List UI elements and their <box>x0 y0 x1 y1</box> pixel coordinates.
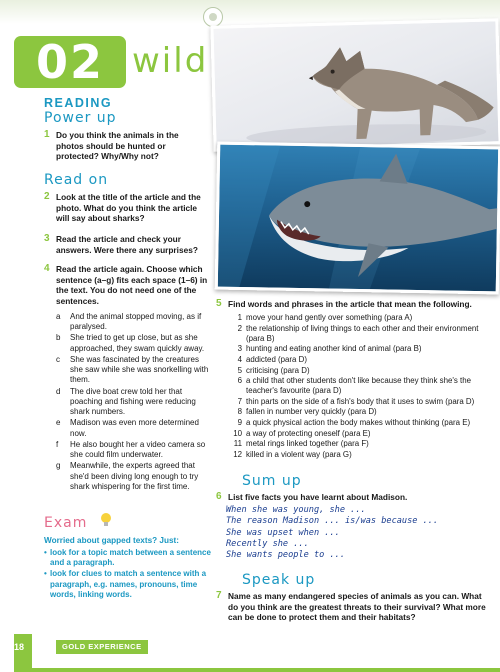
sentence-starter: She was upset when ... <box>226 527 340 538</box>
question-text: Read the article and check your answers. Were there any surprises? <box>56 234 198 255</box>
choice-item <box>56 333 214 353</box>
question-text: Look at the title of the article and the photo. What do you think the article will say about sharks? <box>56 192 201 224</box>
reading-heading: READING <box>44 96 113 110</box>
vocab-text: thin parts on the side of a fish's body that it uses to swim (para D) <box>246 396 475 406</box>
question-7 <box>216 590 490 623</box>
vocab-item <box>228 376 490 396</box>
choice-text: He also bought her a video camera so she could film underwater. <box>70 439 206 460</box>
choice-letter: a <box>56 312 61 321</box>
vocab-text: criticising (para D) <box>246 365 310 375</box>
choice-letter: d <box>56 386 61 396</box>
question-text: List five facts you have learnt about Madison. <box>228 492 408 502</box>
vocab-number: 2 <box>237 323 242 333</box>
vocab-item <box>228 366 490 376</box>
question-text: Find words and phrases in the article that mean the following. <box>228 299 472 309</box>
choice-text: Meanwhile, the experts agreed that she'd been diving long enough to try shark whispering for the first time. <box>70 461 199 491</box>
choice-item <box>56 461 214 492</box>
choice-item <box>56 355 214 386</box>
lightbulb-icon <box>100 512 112 528</box>
shark-illustration <box>218 145 500 295</box>
choice-text: She tried to get up close, but as she approached, they swam quickly away. <box>70 333 205 353</box>
page-ornament-icon <box>203 7 223 27</box>
speak-up-heading: Speak up <box>242 572 316 588</box>
read-on-heading: Read on <box>44 172 109 188</box>
question-number: 7 <box>216 590 222 601</box>
choice-text: The dive boat crew told her that poaching and fishing were reducing shark numbers. <box>70 386 196 417</box>
wolf-illustration <box>213 21 500 152</box>
power-up-heading: Power up <box>44 110 117 126</box>
vocab-text: a child that other students don't like because they think she's the teacher's favourite (para D) <box>246 376 471 396</box>
question-number: 4 <box>44 263 50 274</box>
sentence-starter: When she was young, she ... <box>226 505 366 515</box>
choice-letter: f <box>56 439 59 449</box>
vocab-item <box>228 450 490 460</box>
choice-letter: b <box>56 333 61 343</box>
unit-title: wild <box>132 41 209 81</box>
vocab-number: 3 <box>237 344 242 354</box>
choice-letter: e <box>56 418 61 428</box>
question-4 <box>44 263 210 306</box>
vocabulary-list <box>228 313 490 461</box>
vocab-item <box>228 439 490 449</box>
sentence-starter: She wants people to ... <box>226 550 345 561</box>
question-number: 6 <box>216 491 222 502</box>
vocab-number: 1 <box>237 313 242 322</box>
bottom-rule <box>14 668 500 672</box>
question-text: Read the article again. Choose which sentence (a–g) fits each space (1–6) in the text. You do not need one of the sentences. <box>56 264 208 306</box>
sentence-choices <box>56 312 214 493</box>
vocab-number: 4 <box>237 354 242 364</box>
vocab-number: 7 <box>237 396 242 406</box>
question-text: Do you think the animals in the photos should be hunted or protected? Why/Why not? <box>56 130 179 162</box>
question-number: 5 <box>216 298 222 309</box>
vocab-text: addicted (para D) <box>246 354 307 364</box>
vocab-item <box>228 407 490 417</box>
choice-item <box>56 440 214 460</box>
vocab-item <box>228 355 490 365</box>
vocab-text: move your hand gently over something (para A) <box>246 313 413 322</box>
vocab-number: 6 <box>237 376 242 386</box>
exam-tip: • look for clues to match a sentence with a paragraph, e.g. names, pronouns, time words, linking words. <box>44 569 214 600</box>
choice-letter: g <box>56 461 61 471</box>
vocab-number: 9 <box>237 418 242 428</box>
question-1 <box>44 129 206 162</box>
question-number: 3 <box>44 233 50 244</box>
vocab-number: 10 <box>233 428 242 438</box>
vocab-item <box>228 344 490 354</box>
sentence-starter: The reason Madison ... is/was because ... <box>226 516 439 527</box>
choice-text: She was fascinated by the creatures she saw while she was snorkelling with them. <box>70 354 209 385</box>
question-3 <box>44 233 206 255</box>
vocab-number: 8 <box>237 407 242 417</box>
vocab-text: a quick physical action the body makes without thinking (para E) <box>246 418 471 428</box>
choice-text: And the animal stopped moving, as if paralysed. <box>70 312 202 332</box>
book-title-label: GOLD EXPERIENCE <box>56 640 148 654</box>
vocab-text: metal rings linked together (para F) <box>246 439 369 449</box>
exam-tip-heading: Worried about gapped texts? Just: <box>44 536 179 545</box>
page-number: 18 <box>14 642 25 652</box>
exam-tip: • look for a topic match between a sentence and a paragraph. <box>44 548 214 568</box>
exam-tips <box>44 548 214 601</box>
choice-text: Madison was even more determined now. <box>70 418 199 438</box>
vocab-text: hunting and eating another kind of animal (para B) <box>246 344 422 354</box>
vocab-number: 12 <box>233 449 242 459</box>
question-text: Name as many endangered species of animals as you can. What do you think are the greatest threats to their survival? What more can be done to protect them and their habitats? <box>228 591 486 623</box>
question-number: 1 <box>44 129 50 140</box>
wolf-photo <box>210 18 500 151</box>
vocab-number: 11 <box>233 439 242 449</box>
vocab-item <box>228 397 490 407</box>
vocab-item <box>228 313 490 323</box>
vocab-item <box>228 324 490 344</box>
sum-up-heading: Sum up <box>242 473 302 489</box>
question-6 <box>216 491 488 503</box>
choice-item <box>56 387 214 418</box>
vocab-number: 5 <box>237 365 242 375</box>
unit-number-badge: 02 <box>14 36 126 88</box>
vocab-item <box>228 429 490 439</box>
vocab-text: killed in a violent way (para G) <box>246 449 352 459</box>
exam-heading: Exam <box>44 515 88 531</box>
shark-photo <box>215 142 500 295</box>
choice-letter: c <box>56 354 60 364</box>
vocab-text: a way of protecting oneself (para E) <box>246 428 371 438</box>
vocab-item <box>228 418 490 428</box>
vocab-text: the relationship of living things to each other and their environment (para B) <box>246 323 479 343</box>
vocab-text: fallen in number very quickly (para D) <box>246 407 377 417</box>
sentence-starter: Recently she ... <box>226 539 309 550</box>
sentence-starters <box>226 505 486 562</box>
choice-item <box>56 418 214 438</box>
question-2 <box>44 191 206 224</box>
question-5 <box>216 298 492 310</box>
choice-item <box>56 312 214 332</box>
question-number: 2 <box>44 191 50 202</box>
